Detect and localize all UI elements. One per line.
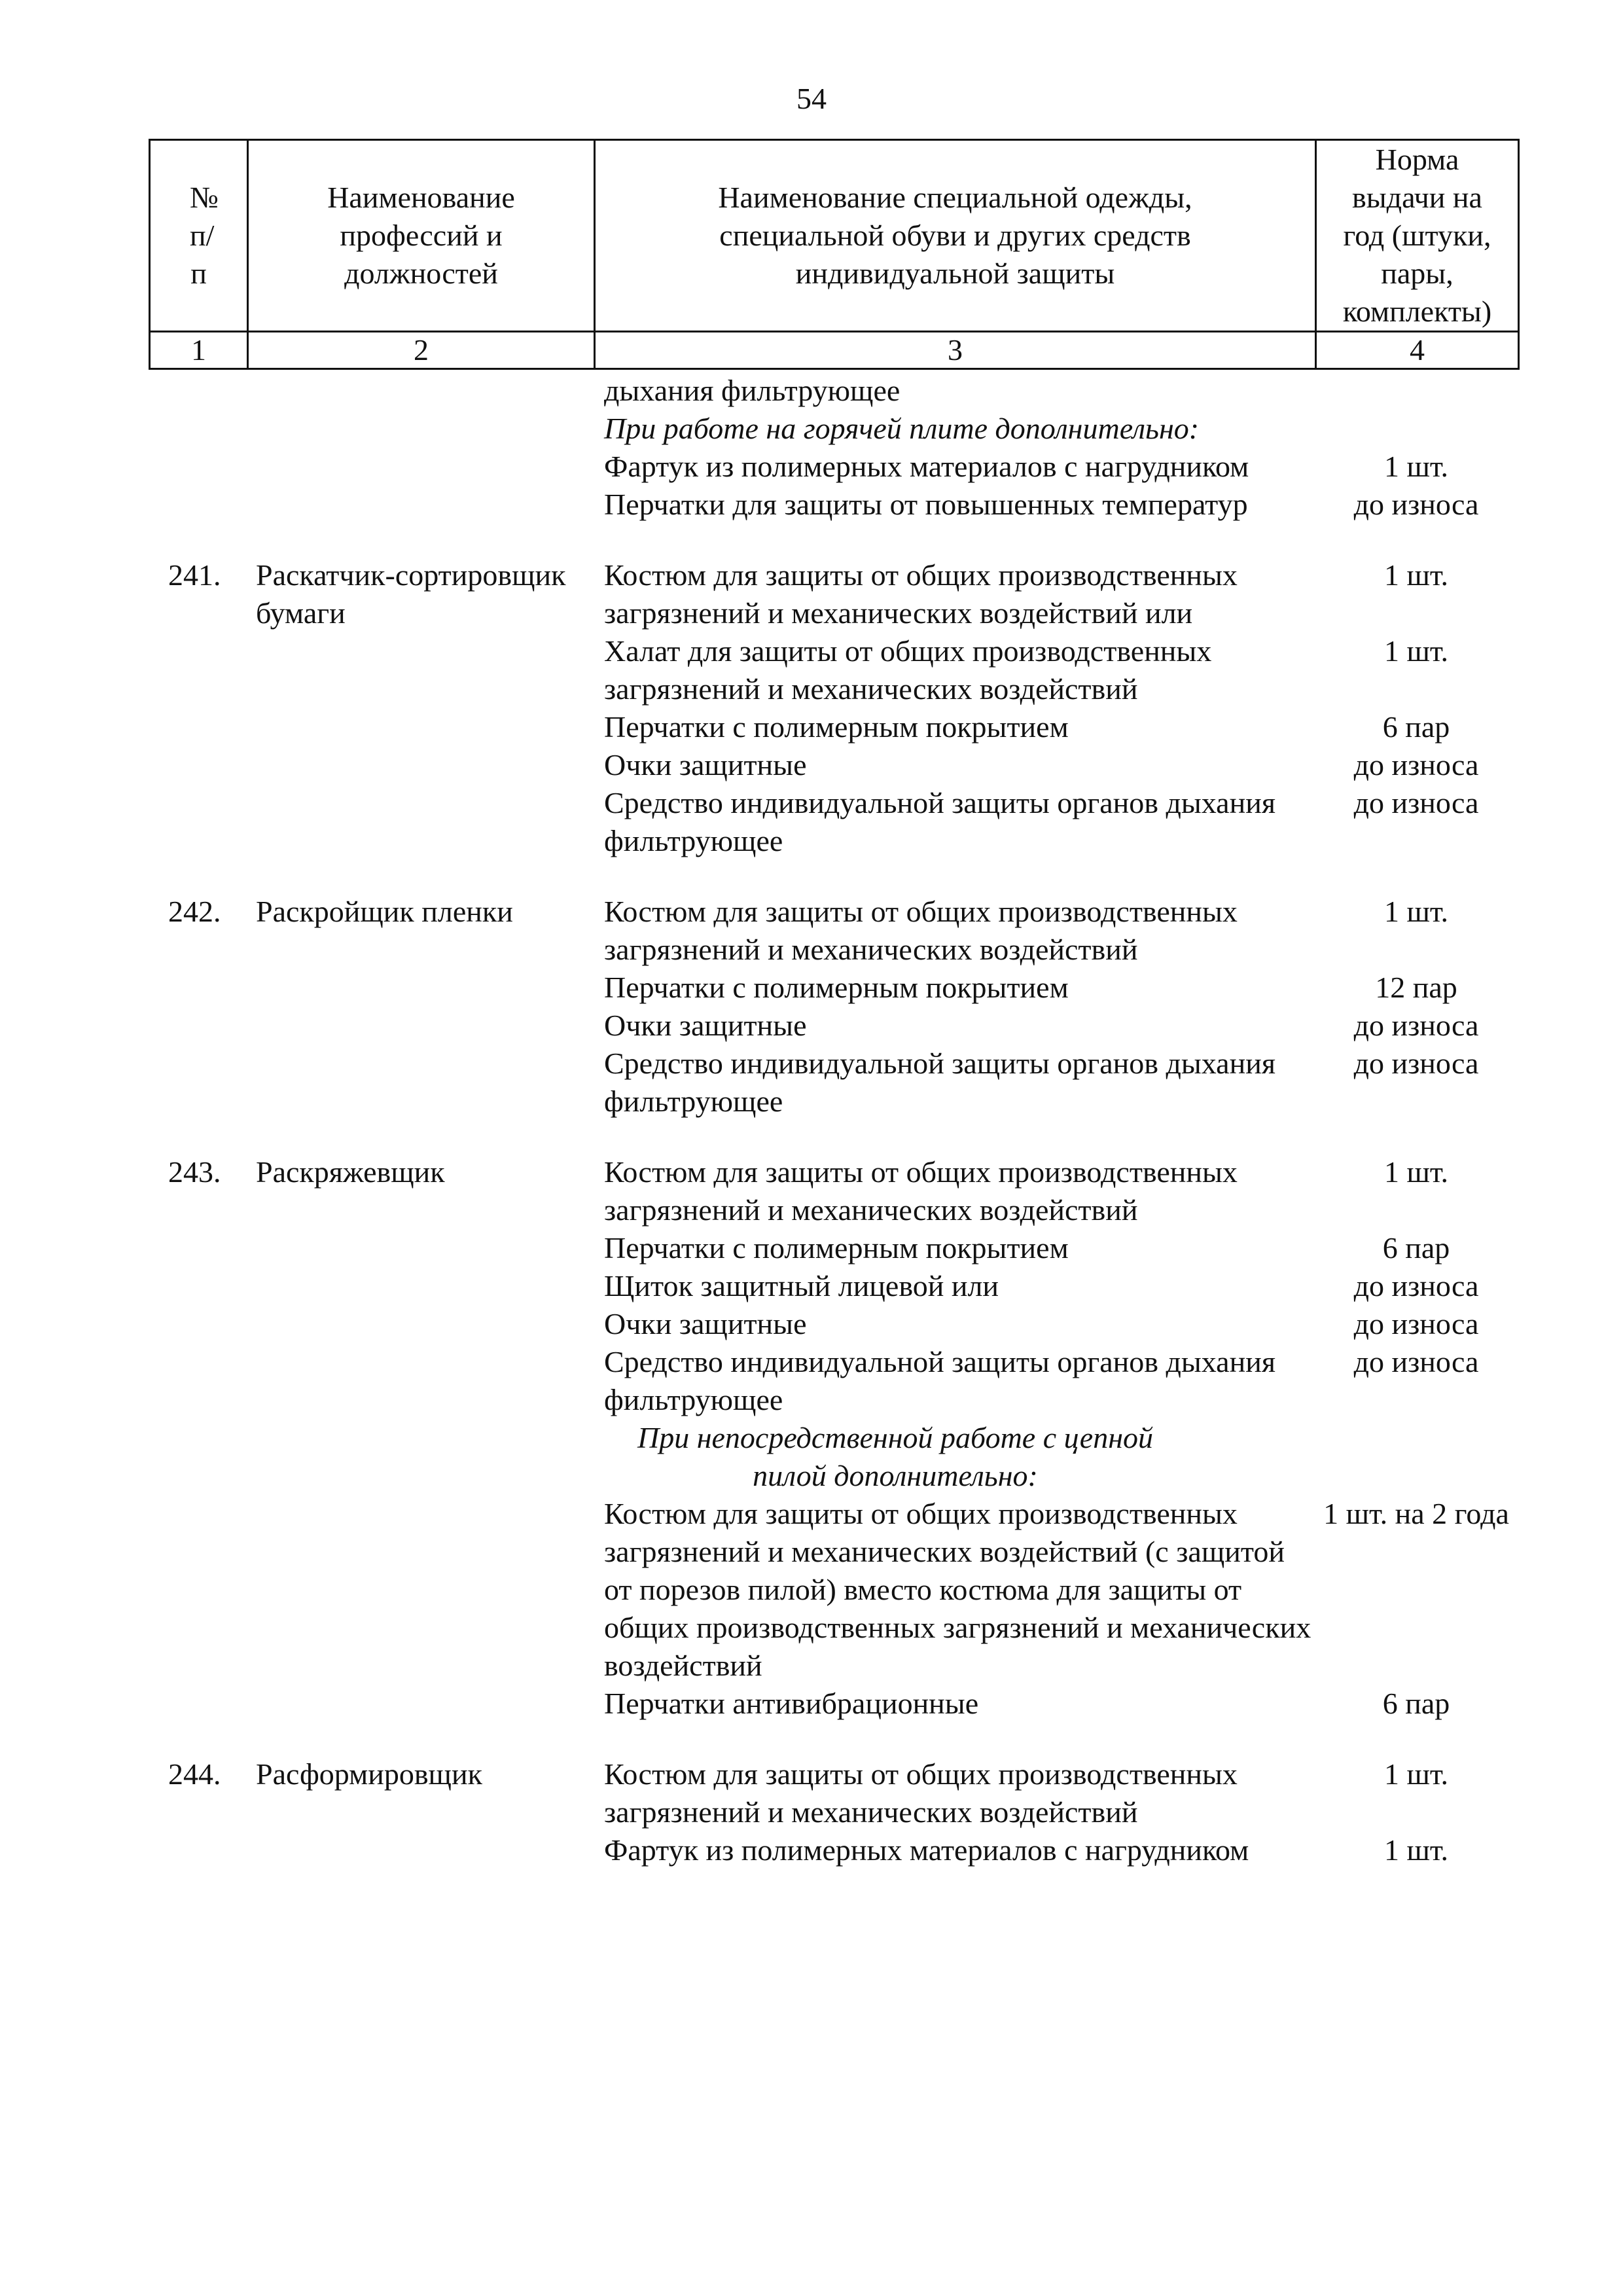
item-quantity: до износа <box>1353 1047 1479 1080</box>
item-quantity: 1 шт. <box>1383 450 1449 483</box>
column-number-4: 4 <box>1316 332 1519 369</box>
list-item <box>594 486 1518 524</box>
header-profession: Наименование профессий и должностей <box>248 140 595 332</box>
item-text: Костюм для защиты от общих производственных загрязнений и механических воздействий <box>604 1757 1238 1829</box>
item-text: При непосредственной работе с цепной пилой дополнительно: <box>637 1421 1154 1492</box>
item-text: Перчатки с полимерным покрытием <box>604 710 1069 744</box>
column-number-2: 2 <box>248 332 595 369</box>
entry-number-empty <box>149 372 247 524</box>
entry-profession: Раскряжевщик <box>256 1155 445 1189</box>
item-text: Средство индивидуальной защиты органов дыхания фильтрующее <box>604 1345 1275 1416</box>
item-text: Костюм для защиты от общих производственных загрязнений и механических воздействий (с защитой от порезов пилой) вместо костюма для защиты от общих производственных загрязнений и механических воздействий <box>604 1497 1311 1682</box>
item-text: Перчатки антивибрационные <box>604 1687 979 1720</box>
item-text: Средство индивидуальной защиты органов дыхания фильтрующее <box>604 1047 1275 1118</box>
list-item <box>594 372 1518 410</box>
list-item <box>594 410 1518 448</box>
entry-items <box>594 1755 1518 1869</box>
item-text: Халат для защиты от общих производственных загрязнений и механических воздействий <box>604 634 1212 706</box>
header-equipment: Наименование специальной одежды, специальной обуви и других средств индивидуальной защиты <box>595 140 1316 332</box>
entry-profession: Раскатчик-сортировщик бумаги <box>256 558 566 630</box>
item-quantity: до износа <box>1353 1009 1479 1042</box>
spacer <box>149 524 1518 556</box>
item-text: Очки защитные <box>604 1307 807 1340</box>
item-quantity: до износа <box>1353 1307 1479 1340</box>
item-text: Очки защитные <box>604 1009 807 1042</box>
entry-items <box>594 1153 1518 1723</box>
list-item <box>594 784 1518 860</box>
spacer <box>149 1121 1518 1153</box>
item-quantity: 1 шт. <box>1383 558 1449 592</box>
item-text: Фартук из полимерных материалов с нагрудником <box>604 450 1249 483</box>
item-text: Костюм для защиты от общих производственных загрязнений и механических воздействий <box>604 895 1238 966</box>
list-item <box>594 632 1518 708</box>
page-number: 54 <box>796 82 827 115</box>
item-quantity: 12 пар <box>1375 971 1457 1004</box>
entry-number: 244. <box>168 1757 221 1791</box>
item-quantity: до износа <box>1353 1269 1479 1302</box>
entry-items <box>594 893 1518 1121</box>
continuation-entry <box>149 372 1518 524</box>
item-quantity <box>1315 1419 1518 1495</box>
entry-number: 242. <box>168 895 221 928</box>
column-number-1: 1 <box>150 332 248 369</box>
item-quantity: до износа <box>1353 488 1479 521</box>
list-item <box>594 1267 1518 1305</box>
list-item <box>594 1755 1518 1831</box>
item-quantity: 1 шт. <box>1383 1155 1449 1189</box>
entry-items <box>594 372 1518 524</box>
list-item <box>594 746 1518 784</box>
item-quantity: до износа <box>1353 786 1479 819</box>
entry-profession: Раскройщик пленки <box>256 895 513 928</box>
item-quantity: 6 пар <box>1382 1231 1450 1265</box>
list-item <box>594 1495 1518 1685</box>
item-text: Костюм для защиты от общих производственных загрязнений и механических воздействий <box>604 1155 1238 1227</box>
item-quantity: 1 шт. на 2 года <box>1323 1497 1509 1530</box>
list-item <box>594 1305 1518 1343</box>
item-quantity: 6 пар <box>1382 710 1450 744</box>
entry-number: 241. <box>168 558 221 592</box>
table-row <box>149 893 1518 1121</box>
item-quantity: до износа <box>1353 748 1479 781</box>
item-quantity: 6 пар <box>1382 1687 1450 1720</box>
list-item <box>594 1685 1518 1723</box>
spacer <box>149 1723 1518 1755</box>
table-row <box>149 1755 1518 1869</box>
list-item <box>594 708 1518 746</box>
list-item <box>594 1153 1518 1229</box>
item-text: Перчатки с полимерным покрытием <box>604 1231 1069 1265</box>
table-row <box>149 1153 1518 1723</box>
item-quantity: 1 шт. <box>1383 634 1449 668</box>
item-quantity: до износа <box>1353 1345 1479 1378</box>
table-row <box>149 556 1518 860</box>
entry-items <box>594 556 1518 860</box>
list-item <box>594 1229 1518 1267</box>
item-quantity: 1 шт. <box>1383 895 1449 928</box>
column-number-3: 3 <box>595 332 1316 369</box>
item-quantity: 1 шт. <box>1383 1833 1449 1867</box>
header-norm: Норма выдачи на год (штуки, пары, комплекты) <box>1316 140 1519 332</box>
item-quantity <box>1315 410 1518 448</box>
entry-profession: Расформировщик <box>256 1757 482 1791</box>
spacer <box>149 860 1518 893</box>
table-header <box>149 139 1520 370</box>
item-text: дыхания фильтрующее <box>604 374 901 407</box>
item-quantity: 1 шт. <box>1383 1757 1449 1791</box>
item-text: Костюм для защиты от общих производственных загрязнений и механических воздействий или <box>604 558 1238 630</box>
list-item <box>594 1419 1518 1495</box>
list-item <box>594 1007 1518 1045</box>
entry-profession-empty <box>247 372 594 524</box>
entry-number: 243. <box>168 1155 221 1189</box>
list-item <box>594 1045 1518 1121</box>
item-text: Очки защитные <box>604 748 807 781</box>
list-item <box>594 1831 1518 1869</box>
item-quantity <box>1315 372 1518 410</box>
item-text: Средство индивидуальной защиты органов дыхания фильтрующее <box>604 786 1275 857</box>
list-item <box>594 556 1518 632</box>
header-number: № п/п <box>150 140 248 332</box>
list-item <box>594 448 1518 486</box>
item-text: Перчатки с полимерным покрытием <box>604 971 1069 1004</box>
item-text: Щиток защитный лицевой или <box>604 1269 999 1302</box>
list-item <box>594 969 1518 1007</box>
item-text: Фартук из полимерных материалов с нагрудником <box>604 1833 1249 1867</box>
list-item <box>594 893 1518 969</box>
list-item <box>594 1343 1518 1419</box>
item-text: Перчатки для защиты от повышенных температур <box>604 488 1248 521</box>
table-body <box>149 372 1518 1869</box>
item-text: При работе на горячей плите дополнительно: <box>604 412 1200 445</box>
